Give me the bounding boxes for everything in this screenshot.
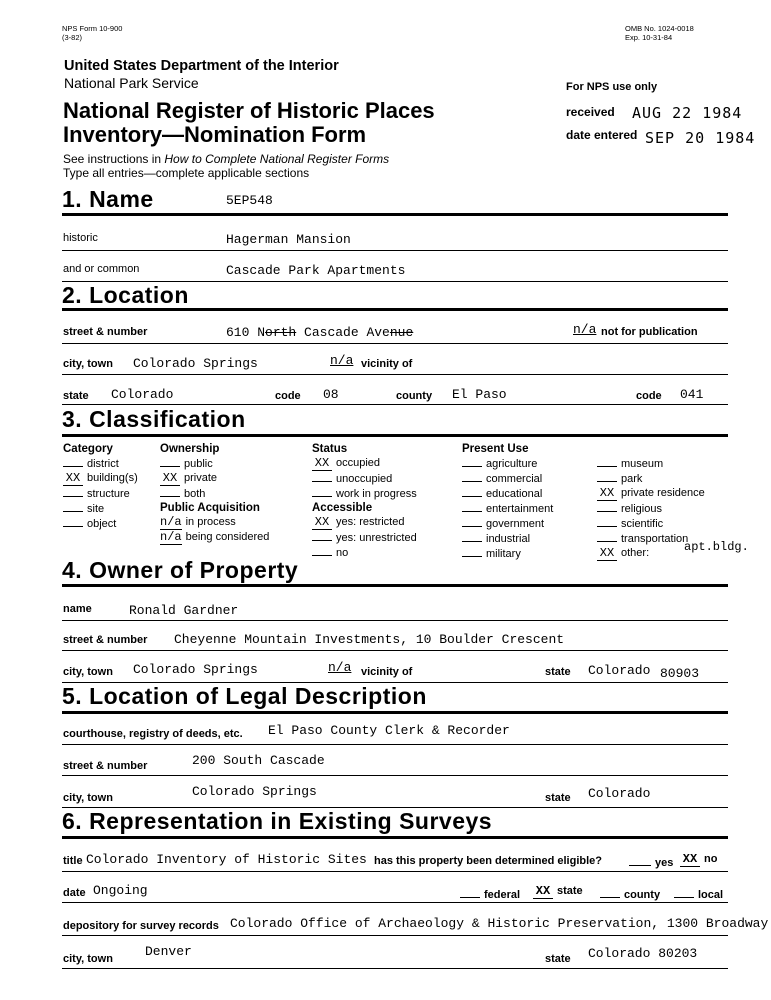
checkbox-option[interactable] [160, 486, 269, 501]
historic-name-field[interactable]: Hagerman Mansion [226, 232, 351, 247]
checkbox-option[interactable] [312, 530, 417, 545]
status-column [312, 442, 417, 560]
field-line [62, 968, 728, 969]
checkbox-label: government [486, 518, 545, 530]
checkbox-mark[interactable] [462, 486, 482, 497]
checkbox-label: agriculture [486, 458, 538, 470]
checkbox-option[interactable] [312, 515, 417, 530]
checkbox-option[interactable] [462, 531, 553, 546]
service-name: National Park Service [64, 75, 199, 91]
checkbox-mark[interactable] [462, 456, 482, 467]
checkbox-mark[interactable]: XX [597, 486, 617, 501]
checkbox-mark[interactable] [597, 531, 617, 542]
section-4-heading: 4. Owner of Property [62, 557, 299, 583]
state-field[interactable]: Colorado [111, 387, 174, 402]
checkbox-mark[interactable] [462, 531, 482, 542]
checkbox-mark[interactable] [462, 546, 482, 557]
checkbox-label: religious [621, 503, 662, 515]
federal-option[interactable]: federal [460, 887, 520, 901]
checkbox-mark[interactable] [312, 545, 332, 556]
depository-state-field[interactable]: Colorado 80203 [588, 946, 698, 961]
common-name-label: and or common [63, 263, 140, 275]
street-number-label: street & number [63, 326, 148, 338]
checkbox-label: museum [621, 458, 664, 470]
checkbox-label: occupied [336, 457, 381, 469]
field-line [62, 374, 728, 375]
owner-zip-field[interactable]: 80903 [660, 666, 700, 681]
section-1-heading: 1. Name [62, 186, 154, 212]
eligible-no[interactable]: XX no [680, 852, 717, 867]
present-use-column [462, 442, 553, 561]
owner-city-label: city, town [63, 666, 113, 678]
section-6-heading: 6. Representation in Existing Surveys [62, 808, 493, 834]
form-title-line1: National Register of Historic Places [63, 98, 435, 123]
legal-street-field[interactable]: 200 South Cascade [192, 753, 325, 768]
field-line [62, 650, 728, 651]
field-line [62, 871, 728, 872]
checkbox-label: object [87, 518, 117, 530]
checkbox-option[interactable] [63, 516, 138, 531]
checkbox-option[interactable] [462, 546, 553, 561]
checkbox-option[interactable] [63, 486, 138, 501]
eligible-yes[interactable]: yes [629, 855, 673, 869]
omb-number: OMB No. 1024-0018 [625, 24, 694, 33]
historic-label: historic [63, 232, 98, 244]
courthouse-label: courthouse, registry of deeds, etc. [63, 728, 243, 740]
checkbox-mark[interactable]: n/a [160, 530, 182, 544]
checkbox-label: educational [486, 488, 543, 500]
depository-city-field[interactable]: Denver [145, 944, 192, 959]
checkbox-label: yes: unrestricted [336, 532, 417, 544]
checkbox-label: work in progress [336, 488, 417, 500]
checkbox-label: both [184, 488, 206, 500]
city-field[interactable]: Colorado Springs [133, 356, 258, 371]
checkbox-mark[interactable]: XX [160, 471, 180, 486]
date-entered-label: date entered [566, 128, 638, 142]
checkbox-option[interactable] [462, 456, 553, 471]
checkbox-option[interactable] [597, 501, 705, 516]
depository-label: depository for survey records [63, 920, 219, 932]
section-divider [62, 836, 728, 839]
checkbox-option[interactable] [462, 471, 553, 486]
checkbox-mark[interactable]: XX [63, 471, 83, 486]
survey-title-label: title [63, 855, 83, 867]
checkbox-label: unoccupied [336, 473, 393, 485]
checkbox-label: entertainment [486, 503, 554, 515]
checkbox-mark[interactable] [462, 471, 482, 482]
checkbox-label: being considered [185, 531, 270, 543]
checkbox-mark[interactable] [63, 456, 83, 467]
section-divider [62, 213, 728, 216]
checkbox-label: transportation [621, 533, 689, 545]
field-line [62, 250, 728, 251]
checkbox-option[interactable] [462, 486, 553, 501]
checkbox-label: military [486, 548, 521, 560]
checkbox-mark[interactable] [597, 501, 617, 512]
checkbox-mark[interactable] [462, 501, 482, 512]
ownership-heading: Ownership [160, 443, 220, 455]
section-divider [62, 308, 728, 311]
owner-street-label: street & number [63, 634, 148, 646]
checkbox-option[interactable] [462, 501, 553, 516]
checkbox-label: yes: restricted [336, 516, 405, 528]
county-code-field[interactable]: 041 [680, 387, 704, 402]
nps-use-label: For NPS use only [566, 81, 658, 93]
field-line [62, 620, 728, 621]
checkbox-mark[interactable] [63, 501, 83, 512]
survey-title-field[interactable]: Colorado Inventory of Historic Sites [86, 852, 367, 867]
checkbox-label: structure [87, 488, 130, 500]
other-use-field[interactable]: apt.bldg. [684, 540, 749, 554]
section-3-heading: 3. Classification [62, 406, 246, 432]
owner-name-field[interactable]: Ronald Gardner [129, 603, 239, 618]
field-line [62, 902, 728, 903]
checkbox-label: public [184, 458, 213, 470]
owner-city-field[interactable]: Colorado Springs [133, 662, 258, 677]
checkbox-mark[interactable] [312, 530, 332, 541]
status-heading: Status [312, 443, 348, 455]
checkbox-label: private residence [621, 487, 705, 499]
vicinity-mark[interactable]: n/a [330, 353, 354, 368]
checkbox-mark[interactable] [63, 516, 83, 527]
checkbox-mark[interactable] [462, 516, 482, 527]
field-line [62, 404, 728, 405]
field-line [62, 935, 728, 936]
state-label: state [63, 390, 89, 402]
checkbox-option[interactable] [160, 471, 269, 486]
owner-street-field[interactable]: Cheyenne Mountain Investments, 10 Boulder Crescent [174, 632, 565, 647]
form-number: NPS Form 10-900 [62, 24, 123, 33]
field-line [62, 343, 728, 344]
checkbox-mark[interactable] [160, 486, 180, 497]
section-divider [62, 584, 728, 587]
county-field[interactable]: El Paso [452, 387, 507, 402]
owner-state-label: state [545, 666, 571, 678]
checkbox-mark[interactable]: XX [312, 515, 332, 530]
depository-state-label: state [545, 953, 571, 965]
checkbox-mark[interactable]: XX [312, 456, 332, 471]
section-divider [62, 711, 728, 714]
owner-name-label: name [63, 603, 92, 615]
checkbox-option[interactable] [63, 501, 138, 516]
received-stamp: AUG 22 1984 [632, 104, 743, 122]
checkbox-label: site [87, 503, 105, 515]
form-date: (3-82) [62, 33, 83, 42]
checkbox-option[interactable] [312, 486, 417, 501]
depository-field[interactable]: Colorado Office of Archaeology & Historic Preservation, 1300 Broadway [230, 916, 769, 931]
checkbox-option[interactable] [597, 486, 705, 501]
county-label: county [396, 390, 433, 402]
state-option[interactable]: XX state [533, 884, 583, 899]
ownership-column [160, 442, 269, 545]
legal-city-label: city, town [63, 792, 113, 804]
checkbox-option[interactable] [63, 456, 138, 471]
checkbox-label: commercial [486, 473, 543, 485]
checkbox-option[interactable] [312, 456, 417, 471]
section-5-heading: 5. Location of Legal Description [62, 683, 427, 709]
eligible-question: has this property been determined eligible? [374, 855, 602, 867]
not-for-publication-label: not for publication [601, 326, 698, 338]
section-2-heading: 2. Location [62, 282, 189, 308]
checkbox-label: other: [621, 547, 650, 559]
state-code-field[interactable]: 08 [323, 387, 339, 402]
department-name: United States Department of the Interior [64, 58, 339, 74]
legal-state-label: state [545, 792, 571, 804]
city-town-label: city, town [63, 358, 113, 370]
checkbox-label: no [336, 547, 349, 559]
checkbox-mark[interactable] [597, 516, 617, 527]
street-field[interactable]: 610 North Cascade Avenue [226, 325, 414, 340]
common-name-field[interactable]: Cascade Park Apartments [226, 263, 406, 278]
checkbox-label: park [621, 473, 643, 485]
checkbox-option[interactable] [597, 456, 705, 471]
checkbox-option[interactable] [63, 471, 138, 486]
checkbox-mark[interactable] [312, 486, 332, 497]
checkbox-label: industrial [486, 533, 531, 545]
depository-city-label: city, town [63, 953, 113, 965]
checkbox-label: private [184, 472, 218, 484]
vicinity-label: vicinity of [361, 358, 413, 370]
checkbox-mark[interactable] [160, 456, 180, 467]
legal-city-field[interactable]: Colorado Springs [192, 784, 317, 799]
accessible-heading: Accessible [312, 502, 373, 514]
courthouse-field[interactable]: El Paso County Clerk & Recorder [268, 723, 510, 738]
checkbox-option[interactable] [160, 530, 269, 545]
checkbox-option[interactable] [462, 516, 553, 531]
checkbox-mark[interactable]: XX [597, 546, 617, 561]
checkbox-mark[interactable] [63, 486, 83, 497]
survey-date-label: date [63, 887, 86, 899]
public-acquisition-heading: Public Acquisition [160, 502, 260, 514]
site-code: 5EP548 [226, 193, 273, 208]
checkbox-option[interactable] [312, 471, 417, 486]
category-column [63, 442, 138, 531]
not-for-publication-mark[interactable]: n/a [573, 322, 597, 337]
received-label: received [566, 105, 615, 119]
checkbox-mark[interactable] [597, 471, 617, 482]
checkbox-option[interactable] [160, 456, 269, 471]
expiration-date: Exp. 10-31-84 [625, 33, 673, 42]
checkbox-mark[interactable] [597, 456, 617, 467]
checkbox-mark[interactable] [312, 471, 332, 482]
instructions-2: Type all entries—complete applicable sections [63, 166, 310, 180]
form-title-line2: Inventory—Nomination Form [63, 122, 367, 147]
checkbox-option[interactable] [160, 515, 269, 530]
survey-date-field[interactable]: Ongoing [93, 883, 148, 898]
checkbox-option[interactable] [597, 471, 705, 486]
owner-vicinity-label: vicinity of [361, 666, 413, 678]
code-label: code [275, 390, 301, 402]
owner-vicinity-mark[interactable]: n/a [328, 660, 352, 675]
checkbox-label: in process [185, 516, 236, 528]
checkbox-label: scientific [621, 518, 664, 530]
county-code-label: code [636, 390, 662, 402]
section-divider [62, 434, 728, 437]
legal-street-label: street & number [63, 760, 148, 772]
checkbox-label: district [87, 458, 119, 470]
field-line [62, 775, 728, 776]
present-use-heading: Present Use [462, 443, 529, 455]
owner-state-field[interactable]: Colorado [588, 663, 651, 678]
date-entered-stamp: SEP 20 1984 [645, 129, 756, 147]
legal-state-field[interactable]: Colorado [588, 786, 651, 801]
local-option[interactable]: local [674, 887, 723, 901]
county-option[interactable]: county [600, 887, 660, 901]
checkbox-option[interactable] [312, 545, 417, 560]
checkbox-mark[interactable]: n/a [160, 515, 182, 529]
field-line [62, 744, 728, 745]
checkbox-label: building(s) [87, 472, 138, 484]
category-heading: Category [63, 443, 113, 455]
checkbox-option[interactable] [597, 516, 705, 531]
instructions: See instructions in How to Complete National Register Forms [63, 152, 390, 166]
